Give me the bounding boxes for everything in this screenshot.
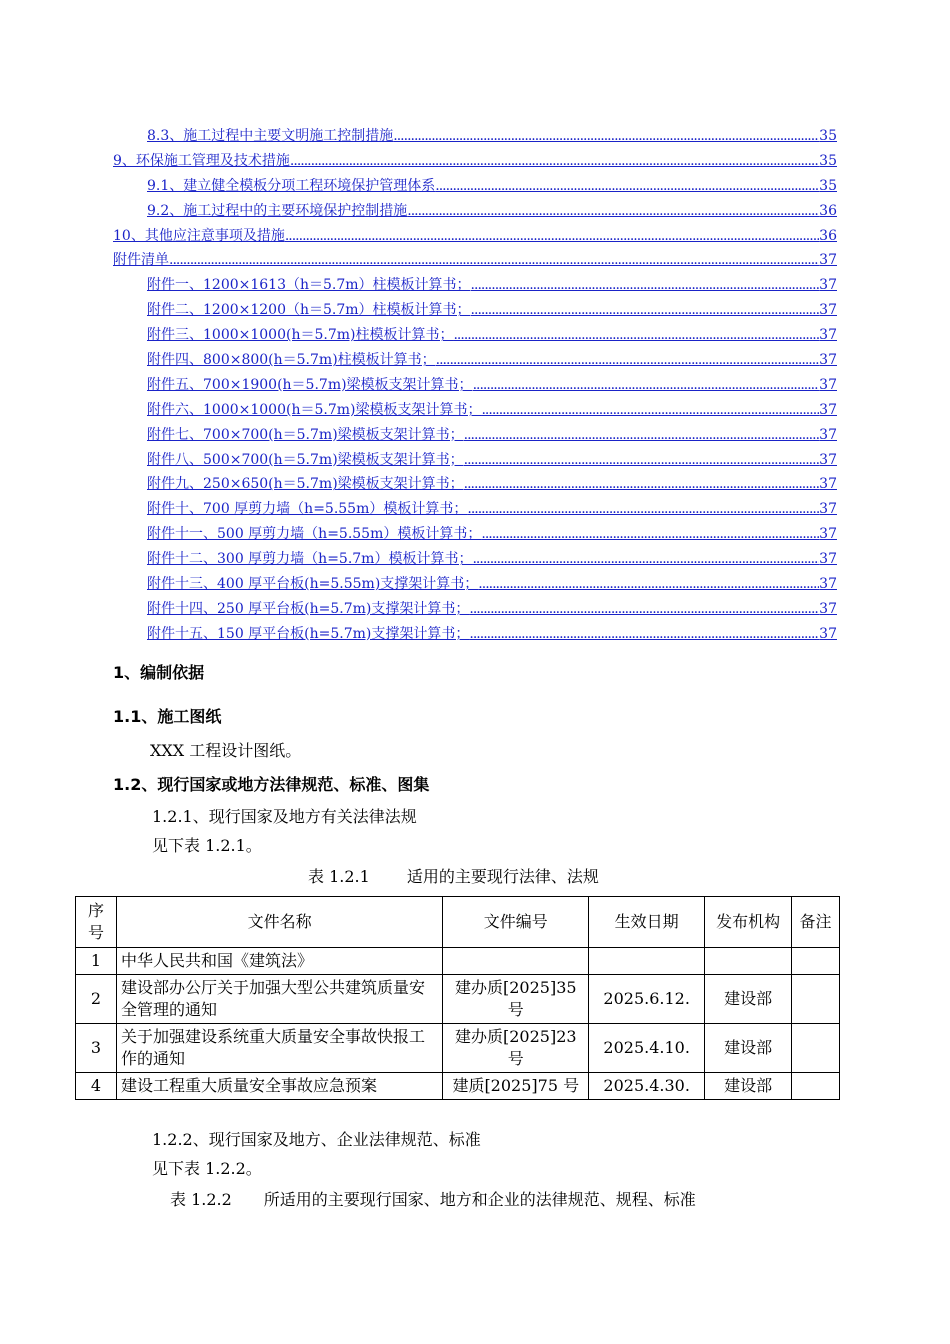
toc-page-number: 37 (819, 451, 837, 468)
toc-title: 附件十一、500 厚剪力墙（h=5.55m）模板计算书； (147, 526, 482, 543)
toc-title: 附件十二、300 厚剪力墙（h=5.7m）模板计算书； (147, 551, 473, 568)
toc-title: 附件一、1200×1613（h＝5.7m）柱模板计算书； (147, 277, 471, 294)
toc-link[interactable] (113, 623, 837, 648)
laws-table (75, 896, 840, 1100)
table-row (76, 1073, 840, 1100)
toc-title: 附件十、700 厚剪力墙（h=5.55m）模板计算书； (147, 501, 468, 518)
toc-link[interactable] (113, 349, 837, 374)
toc-page-number: 37 (819, 576, 837, 593)
toc-leader-dots (290, 153, 819, 169)
cell-no: 1 (76, 948, 117, 975)
cell-org: 建设部 (705, 975, 792, 1024)
toc-page-number: 37 (819, 277, 837, 294)
toc-title: 附件十四、250 厚平台板(h=5.7m)支撑架计算书； (147, 600, 470, 617)
toc-leader-dots (464, 452, 820, 468)
toc-title: 附件三、1000×1000(h＝5.7m)柱模板计算书； (147, 327, 454, 344)
toc-leader-dots (469, 626, 819, 642)
toc-leader-dots (435, 178, 819, 194)
toc-leader-dots (472, 551, 819, 567)
toc-title: 附件八、500×700(h＝5.7m)梁模板支架计算书； (147, 451, 464, 468)
toc-title: 9、环保施工管理及技术措施 (113, 152, 290, 169)
toc-link[interactable] (113, 299, 837, 324)
toc-title: 附件十三、400 厚平台板(h=5.55m)支撑架计算书； (147, 576, 479, 593)
cell-date: 2025.4.10. (589, 1024, 705, 1073)
cell-note (792, 948, 840, 975)
toc-link[interactable] (113, 200, 837, 225)
table-row (76, 975, 840, 1024)
toc-title: 附件六、1000×1000(h＝5.7m)梁模板支架计算书； (147, 401, 482, 418)
cell-code (443, 948, 589, 975)
toc-page-number: 37 (819, 252, 837, 269)
toc-link[interactable] (113, 498, 837, 523)
cell-name: 关于加强建设系统重大质量安全事故快报工作的通知 (116, 1024, 442, 1073)
table-caption-1: 表 1.2.1 适用的主要现行法律、法规 (308, 867, 599, 886)
cell-no: 4 (76, 1073, 117, 1100)
toc-title: 8.3、施工过程中主要文明施工控制措施 (147, 128, 394, 144)
header-date: 生效日期 (589, 897, 705, 948)
toc-link[interactable] (113, 449, 837, 474)
toc-leader-dots (169, 252, 819, 268)
toc-leader-dots (436, 352, 820, 368)
toc-title: 10、其他应注意事项及措施 (113, 227, 285, 244)
toc-link[interactable] (113, 175, 837, 200)
cell-no: 2 (76, 975, 117, 1024)
toc-title: 附件五、700×1900(h＝5.7m)梁模板支架计算书； (147, 376, 473, 393)
toc-page-number: 37 (819, 302, 837, 319)
toc-title: 9.1、建立健全模板分项工程环境保护管理体系 (147, 177, 436, 194)
toc-leader-dots (473, 377, 820, 393)
paragraph-drawings: XXX 工程设计图纸。 (150, 741, 302, 760)
toc-title: 附件二、1200×1200（h＝5.7m）柱模板计算书； (147, 302, 471, 319)
toc-page-number: 37 (819, 625, 837, 642)
cell-name: 中华人民共和国《建筑法》 (116, 948, 442, 975)
header-name: 文件名称 (116, 897, 442, 948)
toc-link[interactable] (113, 249, 837, 274)
toc-leader-dots (285, 228, 819, 244)
table-caption-2: 表 1.2.2 所适用的主要现行国家、地方和企业的法律规范、规程、标准 (170, 1190, 696, 1209)
toc-page-number: 37 (819, 501, 837, 518)
toc-leader-dots (407, 203, 819, 219)
cell-note (792, 1024, 840, 1073)
toc-title: 9.2、施工过程中的主要环境保护控制措施 (147, 202, 408, 219)
cell-note (792, 975, 840, 1024)
toc-title: 附件十五、150 厚平台板(h=5.7m)支撑架计算书； (147, 625, 470, 642)
toc-leader-dots (393, 128, 819, 144)
toc-leader-dots (471, 302, 820, 318)
toc-page-number: 37 (819, 376, 837, 393)
toc-leader-dots (478, 576, 819, 592)
toc-page-number: 36 (819, 202, 837, 219)
toc-page-number: 35 (819, 152, 837, 169)
toc-title: 附件清单 (113, 252, 169, 269)
cell-code: 建办质[2025]35 号 (443, 975, 589, 1024)
toc-page-number: 37 (819, 352, 837, 369)
toc-leader-dots (471, 277, 820, 293)
toc-link[interactable] (113, 473, 837, 498)
toc-page-number: 37 (819, 600, 837, 617)
paragraph-laws-2: 1.2.2、现行国家及地方、企业法律规范、标准 (152, 1130, 481, 1149)
heading-construction-drawings: 1.1、施工图纸 (113, 707, 222, 726)
toc-title: 附件四、800×800(h＝5.7m)柱模板计算书； (147, 352, 436, 369)
table-header-row (76, 897, 840, 948)
table-row (76, 948, 840, 975)
paragraph-see-table-2: 见下表 1.2.2。 (152, 1159, 262, 1178)
header-code: 文件编号 (443, 897, 589, 948)
toc-link[interactable] (113, 548, 837, 573)
toc-leader-dots (481, 402, 819, 418)
cell-note (792, 1073, 840, 1100)
header-no: 序号 (76, 897, 117, 948)
toc-leader-dots (469, 601, 819, 617)
toc-link[interactable] (113, 573, 837, 598)
toc-page-number: 37 (819, 327, 837, 344)
toc-link[interactable] (113, 225, 837, 250)
table-of-contents (113, 125, 837, 648)
cell-code: 建办质[2025]23 号 (443, 1024, 589, 1073)
toc-link[interactable] (113, 424, 837, 449)
cell-org: 建设部 (705, 1024, 792, 1073)
toc-link[interactable] (113, 399, 837, 424)
cell-code: 建质[2025]75 号 (443, 1073, 589, 1100)
cell-org (705, 948, 792, 975)
toc-link[interactable] (113, 374, 837, 399)
cell-org: 建设部 (705, 1073, 792, 1100)
header-org: 发布机构 (705, 897, 792, 948)
toc-link[interactable] (113, 598, 837, 623)
table-row (76, 1024, 840, 1073)
cell-name: 建设部办公厅关于加强大型公共建筑质量安全管理的通知 (116, 975, 442, 1024)
toc-link[interactable] (113, 523, 837, 548)
cell-name: 建设工程重大质量安全事故应急预案 (116, 1073, 442, 1100)
toc-page-number: 36 (819, 227, 837, 244)
toc-page-number: 35 (819, 128, 837, 144)
toc-link[interactable] (113, 274, 837, 299)
toc-leader-dots (467, 501, 819, 517)
paragraph-laws-1: 1.2.1、现行国家及地方有关法律法规 (152, 807, 417, 826)
toc-title: 附件七、700×700(h＝5.7m)梁模板支架计算书； (147, 426, 464, 443)
cell-date: 2025.6.12. (589, 975, 705, 1024)
cell-date (589, 948, 705, 975)
toc-page-number: 37 (819, 426, 837, 443)
header-note: 备注 (792, 897, 840, 948)
toc-page-number: 37 (819, 551, 837, 568)
toc-leader-dots (481, 526, 819, 542)
toc-page-number: 35 (819, 177, 837, 194)
toc-link[interactable] (113, 150, 837, 175)
toc-link[interactable] (113, 125, 837, 150)
cell-no: 3 (76, 1024, 117, 1073)
heading-laws-standards: 1.2、现行国家或地方法律规范、标准、图集 (113, 775, 430, 794)
toc-leader-dots (464, 427, 820, 443)
heading-compilation-basis: 1、编制依据 (113, 663, 205, 682)
toc-page-number: 37 (819, 476, 837, 493)
paragraph-see-table-1: 见下表 1.2.1。 (152, 836, 262, 855)
cell-date: 2025.4.30. (589, 1073, 705, 1100)
toc-page-number: 37 (819, 401, 837, 418)
toc-leader-dots (464, 476, 820, 492)
toc-title: 附件九、250×650(h＝5.7m)梁模板支架计算书； (147, 476, 464, 493)
toc-page-number: 37 (819, 526, 837, 543)
toc-link[interactable] (113, 324, 837, 349)
toc-leader-dots (453, 327, 819, 343)
